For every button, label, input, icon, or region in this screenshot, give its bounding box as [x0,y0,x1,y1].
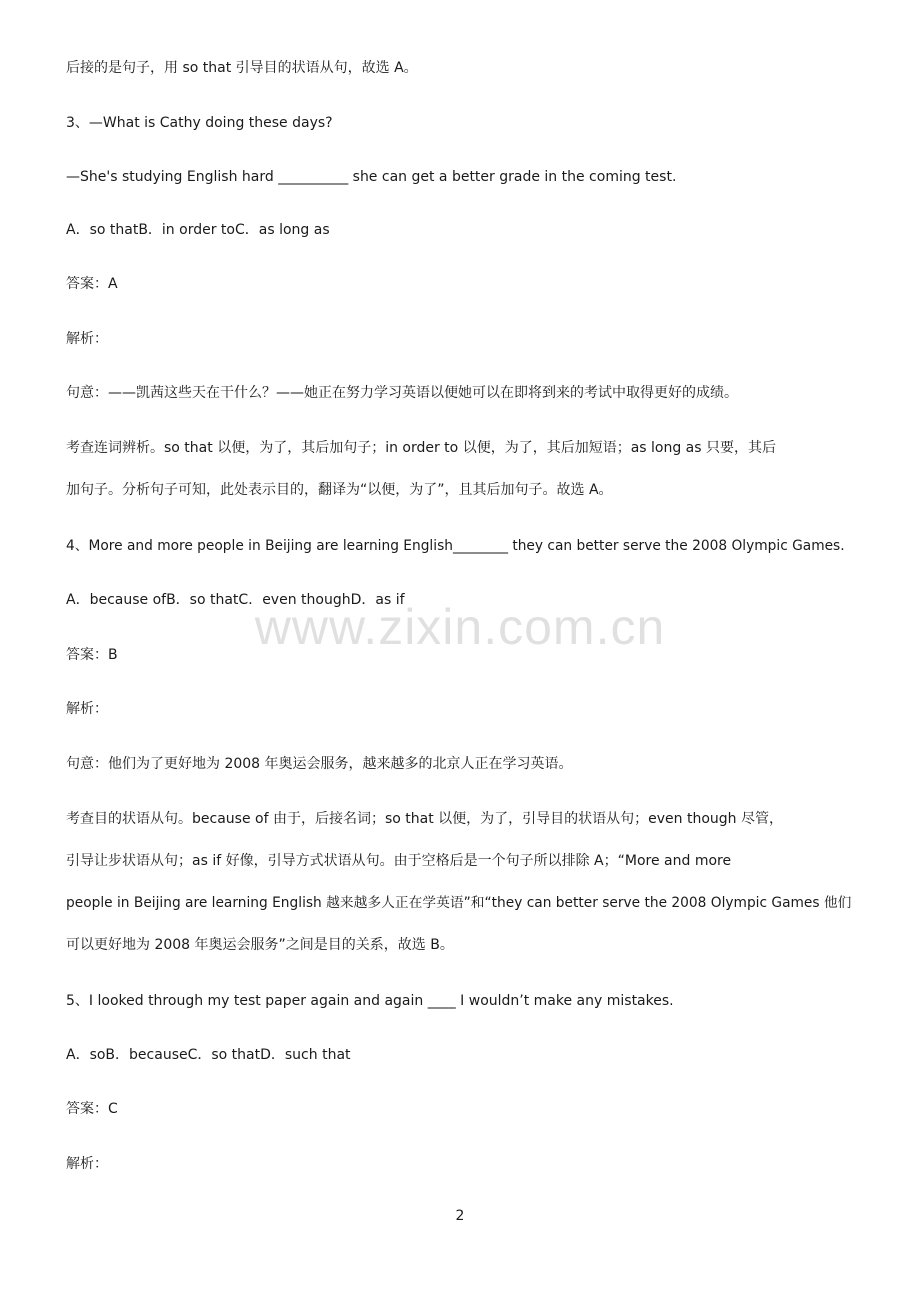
page-number: 2 [455,1208,465,1224]
question-4-options: A．because ofB．so thatC．even thoughD．as if [66,592,405,608]
question-4-explanation-line-1: 考查目的状语从句。because of 由于，后接名词；so that 以便，为了，引导目的状语从句；even though 尽管， [66,811,783,827]
question-4-meaning: 句意：他们为了更好地为 2008 年奥运会服务，越来越多的北京人正在学习英语。 [66,756,573,772]
question-4-explanation-line-3: people in Beijing are learning English 越来越多人正在学英语”和“they can better serve the 2008 Olympic Games 他们 [66,895,852,911]
question-5-options: A．soB．becauseC．so thatD．such that [66,1047,351,1063]
question-3-options: A．so thatB．in order toC．as long as [66,222,330,238]
question-3-meaning: 句意：——凯茜这些天在干什么？——她正在努力学习英语以便她可以在即将到来的考试中取得更好的成绩。 [66,385,738,401]
question-4-analysis-label: 解析： [66,701,108,717]
text-line: 后接的是句子，用 so that 引导目的状语从句，故选 A。 [66,60,418,76]
question-5-stem: 5、I looked through my test paper again and again ____ I wouldn’t make any mistakes. [66,993,674,1009]
question-3-stem: 3、—What is Cathy doing these days? [66,115,333,131]
question-3-reply: —She's studying English hard __________ she can get a better grade in the coming test. [66,169,677,185]
question-4-stem: 4、More and more people in Beijing are learning English________ they can better serve the 2008 Olympic Games. [66,538,845,554]
question-5-answer: 答案：C [66,1101,118,1117]
question-3-analysis-label: 解析： [66,331,108,347]
question-4-explanation-line-2: 引导让步状语从句；as if 好像，引导方式状语从句。由于空格后是一个句子所以排除 A；“More and more [66,853,732,869]
question-5-analysis-label: 解析： [66,1156,108,1172]
question-4-answer: 答案：B [66,647,118,663]
question-3-explanation-line-1: 考查连词辨析。so that 以便，为了，其后加句子；in order to 以便，为了，其后加短语；as long as 只要，其后 [66,440,776,456]
question-3-answer: 答案：A [66,276,118,292]
question-4-explanation-line-4: 可以更好地为 2008 年奥运会服务”之间是目的关系，故选 B。 [66,937,454,953]
question-3-explanation-line-2: 加句子。分析句子可知，此处表示目的，翻译为“以便，为了”，且其后加句子。故选 A。 [66,482,613,498]
watermark: www.zixin.com.cn [254,599,666,655]
